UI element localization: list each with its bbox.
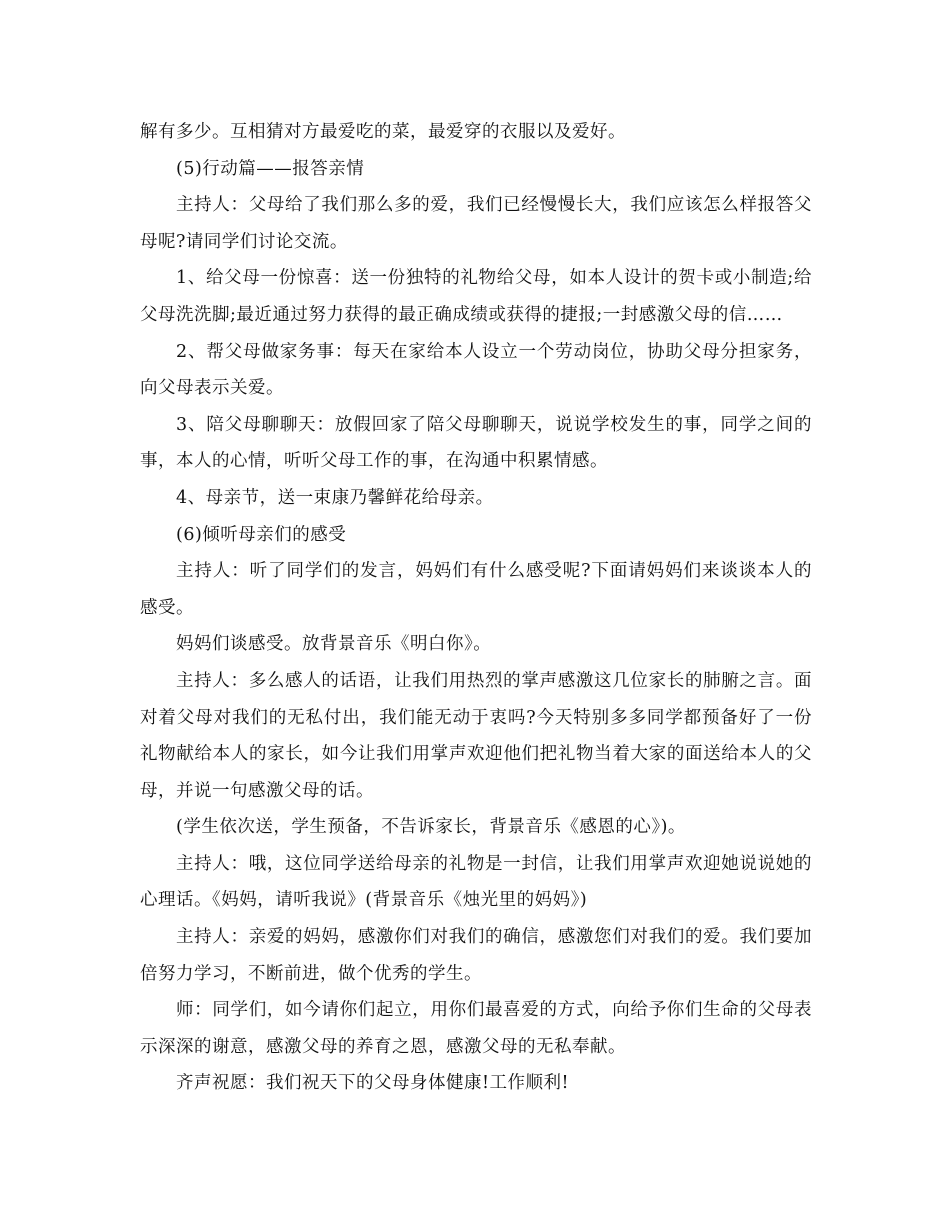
paragraph-host-thanks: 主持人：亲爱的妈妈，感激你们对我们的确信，感激您们对我们的爱。我们要加倍努力学习，不断前进，做个优秀的学生。 bbox=[140, 927, 812, 984]
paragraph-teacher: 师：同学们，如今请你们起立，用你们最喜爱的方式，向给予你们生命的父母表示深深的谢意，感激父母的养育之恩，感激父母的无私奉献。 bbox=[140, 1000, 812, 1057]
paragraph-continuation: 解有多少。互相猜对方最爱吃的菜，最爱穿的衣服以及爱好。 bbox=[140, 122, 626, 142]
list-item-mothers-day: 4、母亲节，送一束康乃馨鲜花给母亲。 bbox=[176, 487, 494, 508]
section-heading-mothers: (6)倾听母亲们的感受 bbox=[176, 524, 347, 545]
list-item-housework: 2、帮父母做家务事：每天在家给本人设立一个劳动岗位，协助父母分担家务，向父母表示关爱。 bbox=[140, 341, 812, 399]
paragraph-blessing: 齐声祝愿：我们祝天下的父母身体健康!工作顺利! bbox=[176, 1073, 570, 1094]
paragraph-host-mothers: 主持人：听了同学们的发言，妈妈们有什么感受呢?下面请妈妈们来谈谈本人的感受。 bbox=[140, 561, 812, 618]
paragraph-host-gifts: 主持人：多么感人的话语，让我们用热烈的掌声感激这几位家长的肺腑之言。面对着父母对我们的无私付出，我们能无动于衷吗?今天特别多多同学都预备好了一份礼物献给本人的家长，如今让我们用掌声欢迎他们把礼物当着大家的面送给本人的父母，并说一句感激父母的话。 bbox=[140, 670, 812, 801]
list-item-surprise: 1、给父母一份惊喜：送一份独特的礼物给父母，如本人设计的贺卡或小制造;给父母洗洗脚;最近通过努力获得的最正确成绩或获得的捷报;一封感激父母的信…… bbox=[140, 268, 812, 325]
paragraph-students-give: (学生依次送，学生预备，不告诉家长，背景音乐《感恩的心》)。 bbox=[176, 817, 686, 838]
paragraph-host-letter: 主持人：哦，这位同学送给母亲的礼物是一封信，让我们用掌声欢迎她说说她的心理话。《妈妈，请听我说》(背景音乐《烛光里的妈妈》) bbox=[140, 853, 812, 911]
document-page bbox=[140, 114, 812, 1102]
list-item-chat: 3、陪父母聊聊天：放假回家了陪父母聊聊天，说说学校发生的事，同学之间的事，本人的心情，听听父母工作的事，在沟通中积累情感。 bbox=[140, 414, 812, 472]
paragraph-host-question: 主持人：父母给了我们那么多的爱，我们已经慢慢长大，我们应该怎么样报答父母呢?请同学们讨论交流。 bbox=[140, 195, 812, 252]
section-heading-action: (5)行动篇——报答亲情 bbox=[176, 158, 365, 179]
paragraph-mothers-talk: 妈妈们谈感受。放背景音乐《明白你》。 bbox=[176, 634, 492, 655]
